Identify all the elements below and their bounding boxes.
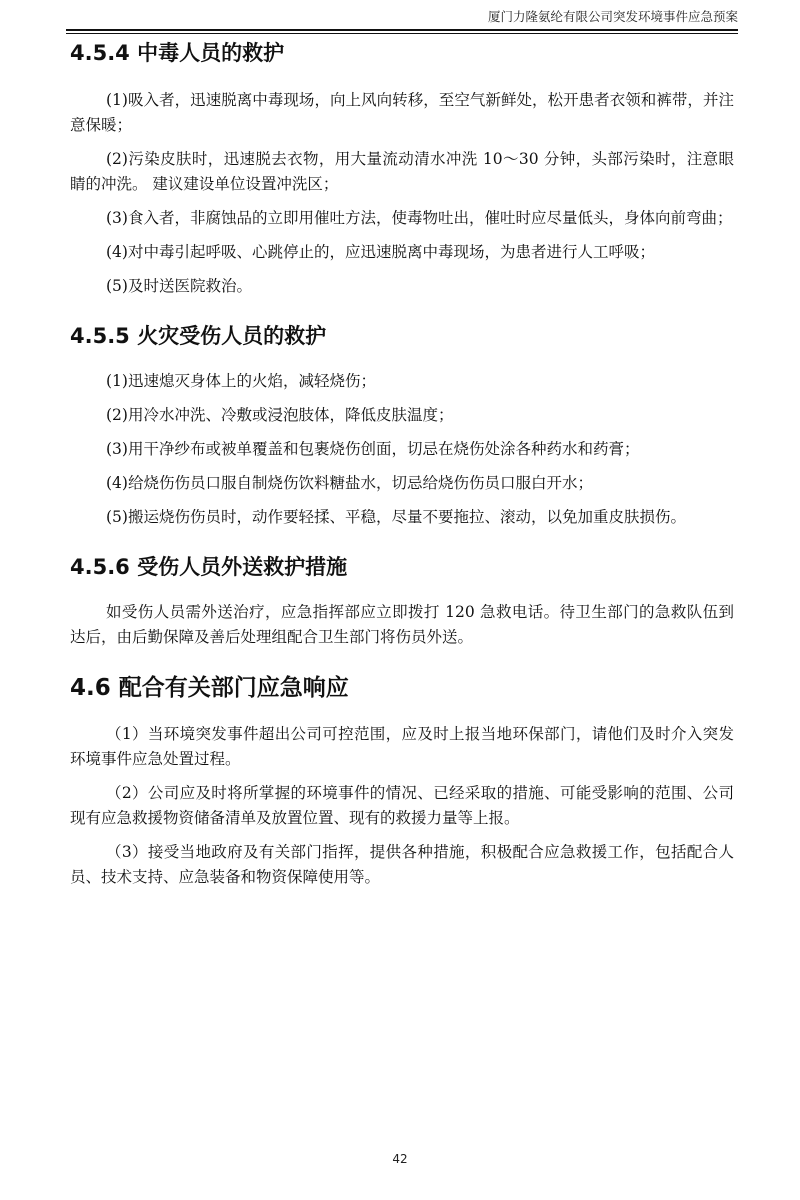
paragraph: （2）公司应及时将所掌握的环境事件的情况、已经采取的措施、可能受影响的范围、公司现有应急救援物资储备清单及放置位置、现有的救援力量等上报。 [70, 784, 734, 827]
section-heading-4-5-5: 4.5.5 火灾受伤人员的救护 [70, 324, 327, 348]
paragraph: (4)对中毒引起呼吸、心跳停止的，应迅速脱离中毒现场，为患者进行人工呼吸； [106, 243, 655, 261]
page-body [70, 34, 734, 890]
paragraph: (3)食入者，非腐蚀品的立即用催吐方法，使毒物吐出，催吐时应尽量低头，身体向前弯曲； [106, 209, 733, 227]
paragraph: (4)给烧伤伤员口服自制烧伤饮料糖盐水，切忌给烧伤伤员口服白开水； [106, 474, 593, 492]
header-rule-thick [66, 29, 738, 31]
paragraph: (3)用干净纱布或被单覆盖和包裹烧伤创面，切忌在烧伤处涂各种药水和药膏； [106, 440, 640, 458]
section-heading-4-5-4: 4.5.4 中毒人员的救护 [70, 41, 285, 65]
paragraph: （1）当环境突发事件超出公司可控范围，应及时上报当地环保部门，请他们及时介入突发环境事件应急处置过程。 [70, 725, 734, 768]
paragraph: (2)用冷水冲洗、冷敷或浸泡肢体，降低皮肤温度； [106, 406, 454, 424]
section-heading-4-5-6: 4.5.6 受伤人员外送救护措施 [70, 555, 348, 579]
paragraph: (5)搬运烧伤伤员时，动作要轻揉、平稳，尽量不要拖拉、滚动，以免加重皮肤损伤。 [106, 508, 686, 526]
paragraph: (5)及时送医院救治。 [106, 277, 252, 295]
section-heading-4-6: 4.6 配合有关部门应急响应 [70, 675, 349, 701]
paragraph: (1)吸入者，迅速脱离中毒现场，向上风向转移，至空气新鲜处，松开患者衣领和裤带，并注意保暖； [70, 91, 734, 134]
paragraph: （3）接受当地政府及有关部门指挥，提供各种措施，积极配合应急救援工作，包括配合人员、技术支持、应急装备和物资保障使用等。 [70, 843, 734, 886]
paragraph: (2)污染皮肤时，迅速脱去衣物，用大量流动清水冲洗 10～30 分钟，头部污染时，注意眼睛的冲洗。 建议建设单位设置冲洗区； [70, 150, 734, 193]
page-number: 42 [392, 1152, 408, 1166]
running-header: 厦门力隆氨纶有限公司突发环境事件应急预案 [487, 9, 738, 24]
paragraph: (1)迅速熄灭身体上的火焰，减轻烧伤； [106, 372, 376, 390]
paragraph: 如受伤人员需外送治疗，应急指挥部应立即拨打 120 急救电话。待卫生部门的急救队伍到达后，由后勤保障及善后处理组配合卫生部门将伤员外送。 [70, 603, 734, 646]
